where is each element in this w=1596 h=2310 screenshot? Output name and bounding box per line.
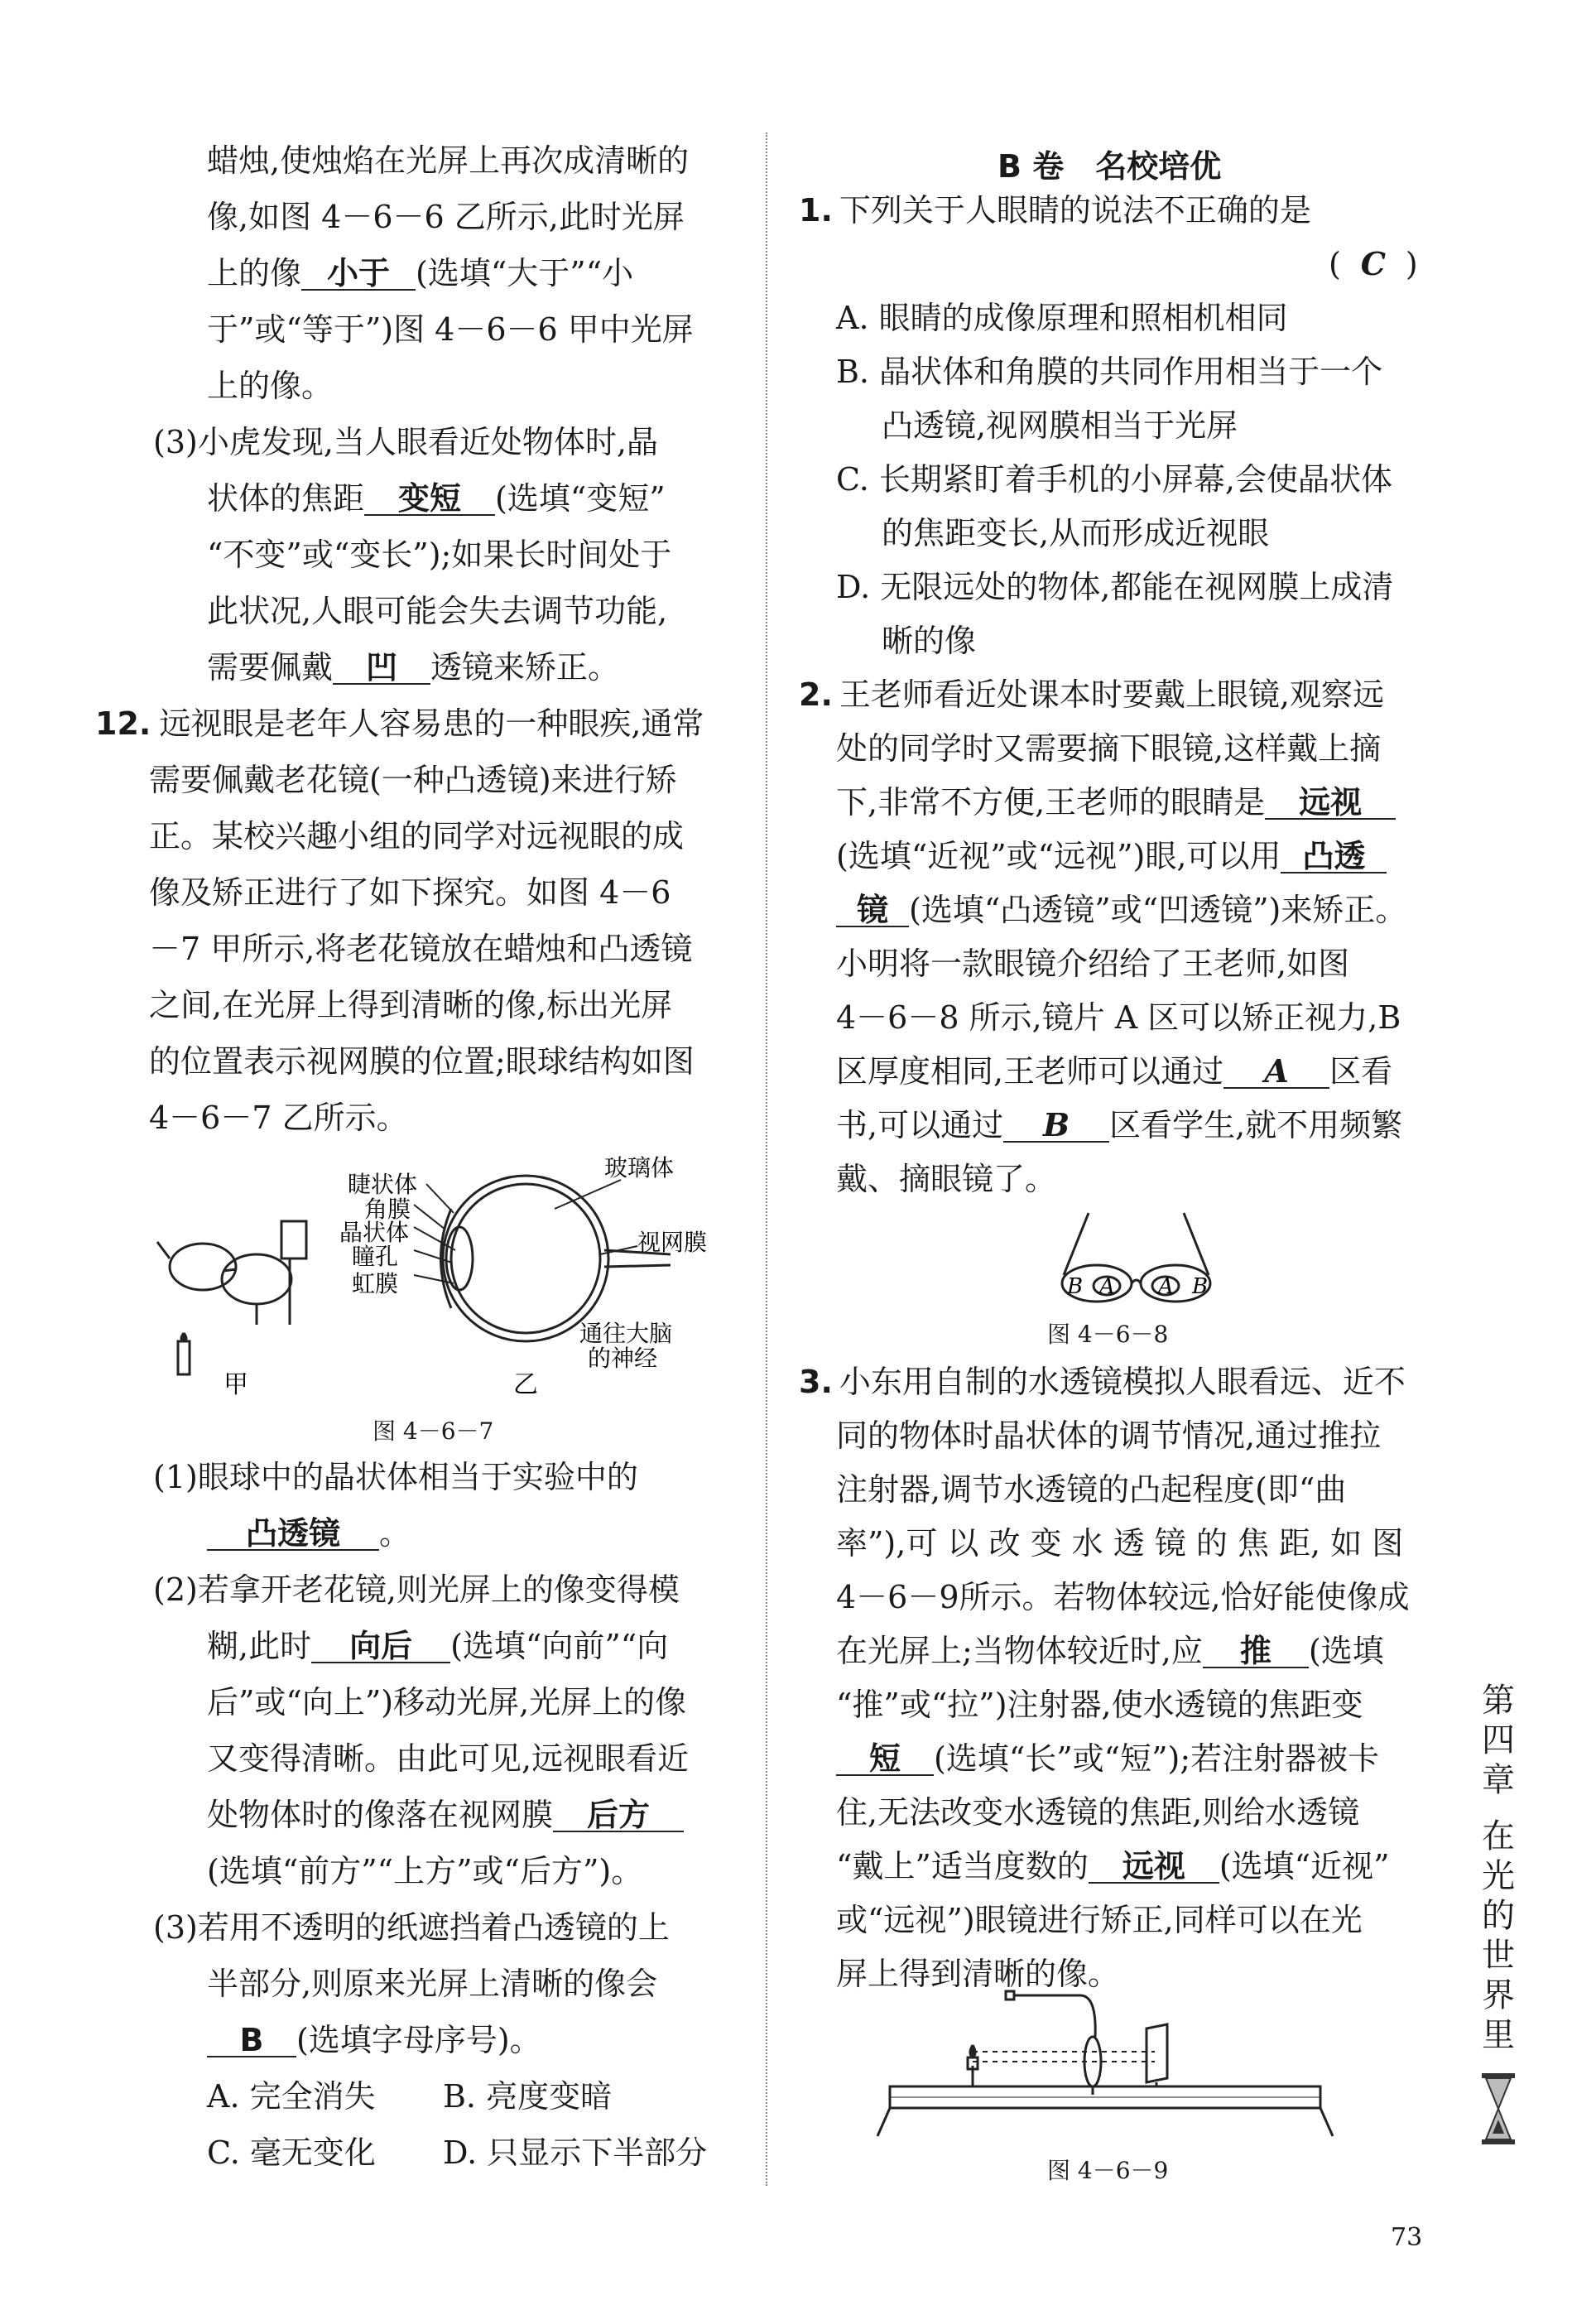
- text-line: 4－6－9所示。若物体较远,恰好能使像成: [836, 1579, 1410, 1615]
- text-line: B (选填字母序号)。: [207, 2024, 541, 2057]
- text-line: 在光屏上;当物体较近时,应 推 (选填: [836, 1633, 1384, 1669]
- option-a: A. 完全消失: [207, 2078, 376, 2115]
- text-line: 此状况,人眼可能会失去调节功能,: [207, 593, 668, 629]
- side-tab-char: 的: [1482, 1897, 1515, 1935]
- side-tab-char: 里: [1482, 2016, 1515, 2054]
- eye-diagram: [414, 1176, 671, 1341]
- glasses-label: B: [1192, 1274, 1209, 1299]
- glasses-label: A: [1158, 1274, 1174, 1299]
- text-line: 镜 (选填“凸透镜”或“凹透镜”)来矫正。: [836, 894, 1406, 927]
- figure-4-6-7: [141, 1134, 737, 1399]
- option-b: B. 晶状体和角膜的共同作用相当于一个: [836, 354, 1383, 390]
- text-line: 注射器,调节水透镜的凸起程度(即“曲: [836, 1471, 1347, 1508]
- side-tab-gap: [1473, 1800, 1523, 1817]
- text-line: (选填“近视”或“远视”)眼,可以用 凸透: [836, 840, 1387, 873]
- figure-4-6-8: [1047, 1201, 1229, 1308]
- text-line: 像及矫正进行了如下探究。如图 4－6: [149, 874, 671, 911]
- question-2-line: 2. 王老师看近处课本时要戴上眼镜,观察远: [799, 676, 1384, 713]
- question-1-line: 1. 下列关于人眼睛的说法不正确的是: [799, 192, 1311, 229]
- question-3-line: 3. 小东用自制的水透镜模拟人眼看远、近不: [799, 1364, 1406, 1400]
- answer-blank: 变短: [364, 483, 495, 516]
- glasses-label: B: [1067, 1274, 1084, 1299]
- chapter-side-tab: [1473, 1681, 1523, 2155]
- answer-blank: 凸透镜: [207, 1518, 379, 1551]
- answer-blank: 镜: [836, 894, 909, 927]
- text-line: (2)若拿开老花镜,则光屏上的像变得模: [153, 1571, 680, 1608]
- text-line: 凸透镜 。: [207, 1518, 411, 1551]
- optical-bench-drawing: [877, 1991, 1333, 2136]
- label-cornea: 角膜: [364, 1196, 411, 1223]
- label-nerve-2: 的神经: [588, 1345, 658, 1372]
- figure-4-6-9: [873, 1979, 1337, 2144]
- answer-blank: 后方: [553, 1799, 684, 1832]
- text-line: 戴、摘眼镜了。: [836, 1161, 1057, 1197]
- bifocal-glasses: [1062, 1213, 1210, 1302]
- answer-blank: A: [1223, 1056, 1329, 1089]
- page-number: 73: [1391, 2223, 1423, 2252]
- side-tab-char: 在: [1482, 1817, 1515, 1855]
- text-line: 上的像 小于 (选填“大于”“小: [207, 255, 634, 291]
- question-number: 1.: [799, 192, 833, 229]
- side-tab-char: 四: [1482, 1721, 1515, 1759]
- text-line: 率”),可 以 改 变 水 透 镜 的 焦 距, 如 图: [836, 1525, 1404, 1562]
- question-number: 12.: [95, 705, 151, 742]
- text-line: 或“远视”)眼镜进行矫正,同样可以在光: [836, 1902, 1363, 1938]
- label-pupil: 瞳孔: [352, 1243, 399, 1270]
- answer-blank: 远视: [1265, 787, 1396, 820]
- label-ciliary: 睫状体: [348, 1171, 418, 1198]
- text-line: (1)眼球中的晶状体相当于实验中的: [153, 1459, 638, 1495]
- option-c: C. 毫无变化: [207, 2134, 376, 2171]
- text-line: 短 (选填“长”或“短”);若注射器被卡: [836, 1743, 1379, 1776]
- side-tab-char: 章: [1482, 1761, 1515, 1799]
- text-line: 于”或“等于”)图 4－6－6 甲中光屏: [207, 311, 694, 348]
- option-d: D. 无限远处的物体,都能在视网膜上成清: [836, 569, 1394, 605]
- text-line: 状体的焦距 变短 (选填“变短”: [207, 480, 666, 517]
- text-line: 的位置表示视网膜的位置;眼球结构如图: [149, 1043, 695, 1080]
- side-tab-char: 光: [1482, 1857, 1515, 1895]
- section-title: B 卷 名校培优: [997, 148, 1222, 185]
- text-line: 小明将一款眼镜介绍给了王老师,如图: [836, 946, 1350, 982]
- label-vitreous: 玻璃体: [604, 1154, 675, 1181]
- text-line: 蜡烛,使烛焰在光屏上再次成清晰的: [207, 142, 690, 179]
- text-line: 上的像。: [207, 368, 334, 404]
- text-line: 处的同学时又需要摘下眼镜,这样戴上摘: [836, 730, 1382, 767]
- text-line: “不变”或“变长”);如果长时间处于: [207, 537, 672, 573]
- option-a: A. 眼睛的成像原理和照相机相同: [836, 300, 1288, 336]
- answer-blank: 推: [1203, 1635, 1309, 1668]
- answer-blank: 短: [836, 1743, 934, 1776]
- answer-choice: C: [1360, 245, 1386, 282]
- text-line: 糊,此时 向后 (选填“向前”“向: [207, 1628, 669, 1664]
- answer-blank: 远视: [1089, 1850, 1219, 1884]
- glasses-label: A: [1099, 1274, 1115, 1299]
- text-line: 4－6－7 乙所示。: [149, 1100, 408, 1136]
- hourglass-icon: [1478, 2072, 1519, 2146]
- figure-caption: 图 4－6－8: [1047, 1321, 1169, 1348]
- text-line: 处物体时的像落在视网膜 后方: [207, 1799, 684, 1832]
- text-line: 半部分,则原来光屏上清晰的像会: [207, 1966, 658, 2002]
- option-b-cont: 凸透镜,视网膜相当于光屏: [882, 407, 1238, 444]
- text-line: －7 甲所示,将老花镜放在蜡烛和凸透镜: [149, 931, 693, 967]
- text-line: 又变得清晰。由此可见,远视眼看近: [207, 1740, 690, 1777]
- option-d: D. 只显示下半部分: [443, 2134, 708, 2171]
- text-line: 正。某校兴趣小组的同学对远视眼的成: [149, 818, 685, 854]
- text-line: 4－6－8 所示,镜片 A 区可以矫正视力,B: [836, 999, 1401, 1036]
- answer-blank: 小于: [301, 257, 416, 291]
- text-line: (3)若用不透明的纸遮挡着凸透镜的上: [153, 1909, 670, 1946]
- side-tab-char: 界: [1482, 1976, 1515, 2014]
- label-iris: 虹膜: [352, 1270, 399, 1297]
- column-divider: [766, 132, 767, 2186]
- option-d-cont: 晰的像: [882, 623, 977, 659]
- text-line: 屏上得到清晰的像。: [836, 1956, 1120, 1992]
- figure-caption: 图 4－6－9: [1047, 2157, 1169, 2184]
- text-line: 像,如图 4－6－6 乙所示,此时光屏: [207, 199, 685, 235]
- text-line: 需要佩戴老花镜(一种凸透镜)来进行矫: [149, 762, 677, 798]
- answer-blank: B: [207, 2024, 296, 2057]
- answer-blank: 凸透: [1281, 840, 1387, 873]
- answer-blank: B: [1003, 1109, 1109, 1143]
- option-c-cont: 的焦距变长,从而形成近视眼: [882, 515, 1270, 551]
- text-line: 需要佩戴 凹 透镜来矫正。: [207, 649, 620, 686]
- text-line: 区厚度相同,王老师可以通过 A 区看: [836, 1052, 1393, 1090]
- text-line: (选填“前方”“上方”或“后方”)。: [207, 1853, 643, 1889]
- option-c: C. 长期紧盯着手机的小屏幕,会使晶状体: [836, 461, 1392, 498]
- text-line: “戴上”适当度数的 远视 (选填“近视”: [836, 1848, 1390, 1884]
- text-line: 书,可以通过 B 区看学生,就不用频繁: [836, 1106, 1403, 1143]
- question-number: 3.: [799, 1364, 833, 1400]
- label-nerve-1: 通往大脑: [579, 1320, 673, 1347]
- answer-blank: 凹: [333, 652, 430, 685]
- text-line: “推”或“拉”)注射器,使水透镜的焦距变: [836, 1687, 1363, 1723]
- text-line: 同的物体时晶状体的调节情况,通过推拉: [836, 1417, 1382, 1454]
- answer-blank: 向后: [311, 1630, 450, 1663]
- label-retina: 视网膜: [637, 1229, 708, 1256]
- side-tab-char: 世: [1482, 1937, 1515, 1975]
- text-line: (3)小虎发现,当人眼看近处物体时,晶: [153, 424, 658, 460]
- label-lens: 晶状体: [339, 1219, 410, 1246]
- answer-bracket: ( C ): [1329, 245, 1418, 282]
- question-number: 2.: [799, 676, 833, 713]
- option-b: B. 亮度变暗: [443, 2078, 613, 2115]
- side-tab-char: 第: [1482, 1682, 1515, 1720]
- label-yi: 乙: [513, 1370, 538, 1399]
- text-line: 下,非常不方便,王老师的眼睛是 远视: [836, 787, 1396, 820]
- text-line: 住,无法改变水透镜的焦距,则给水透镜: [836, 1794, 1360, 1831]
- text-line: 后”或“向上”)移动光屏,光屏上的像: [207, 1684, 687, 1720]
- label-jia: 甲: [224, 1370, 248, 1399]
- question-12-line: 12. 远视眼是老年人容易患的一种眼疾,通常: [95, 705, 704, 742]
- figure-caption: 图 4－6－7: [373, 1417, 494, 1445]
- glasses-candle-drawing: [157, 1221, 306, 1374]
- text-line: 之间,在光屏上得到清晰的像,标出光屏: [149, 987, 673, 1023]
